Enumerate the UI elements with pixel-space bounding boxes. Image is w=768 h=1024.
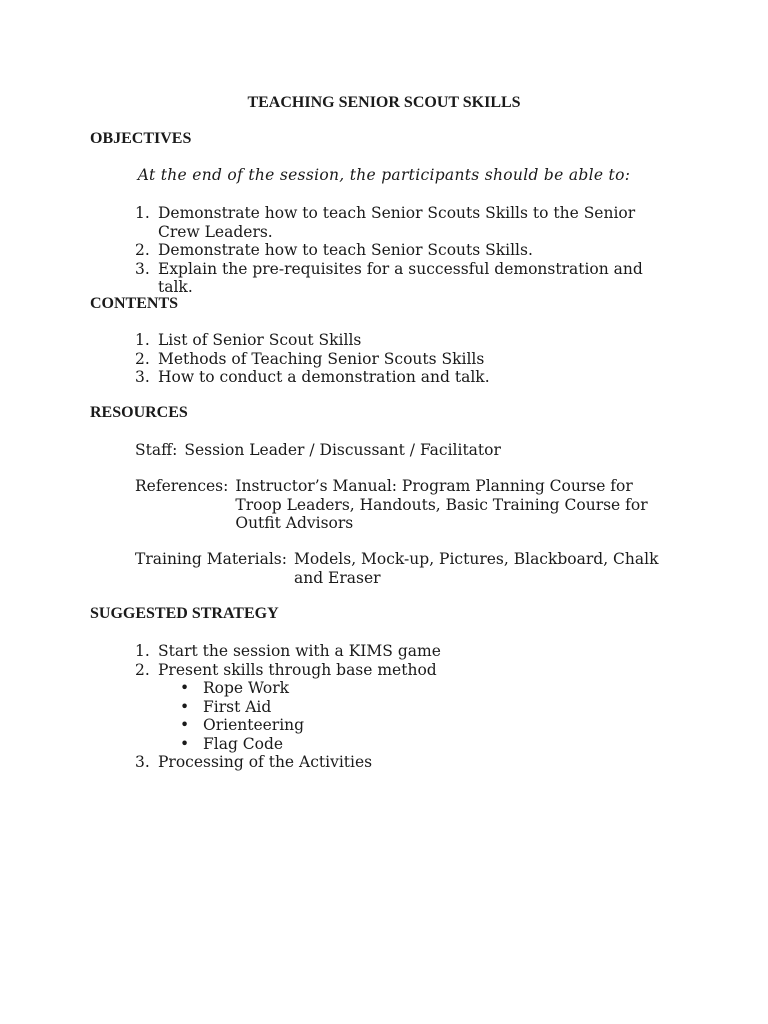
list-item — [135, 642, 675, 661]
list-number: 3. — [135, 259, 150, 278]
content-text: Methods of Teaching Senior Scouts Skills — [158, 349, 485, 368]
skills-bullet-list — [158, 679, 675, 753]
staff-label: Staff: — [135, 441, 178, 459]
materials-value: Models, Mock-up, Pictures, Blackboard, Chalk and Eraser — [293, 550, 659, 587]
list-item — [135, 204, 675, 241]
materials-label: Training Materials: — [135, 550, 287, 568]
strategy-text: Present skills through base method — [158, 660, 437, 679]
list-number: 2. — [135, 241, 150, 259]
list-item — [135, 661, 675, 754]
list-number: 2. — [135, 349, 150, 368]
bullet-item: • Flag Code — [180, 735, 675, 754]
objectives-list — [135, 204, 675, 297]
list-item — [135, 331, 675, 350]
references-value: Instructor’s Manual: Program Planning Course for Troop Leaders, Handouts, Basic Training Course for Outfit Advisors — [235, 477, 648, 532]
objectives-intro: At the end of the session, the participants should be able to: — [137, 166, 631, 184]
list-number: 1. — [135, 204, 150, 222]
strategy-list — [135, 642, 675, 772]
references-row — [135, 477, 665, 533]
content-text: How to conduct a demonstration and talk. — [158, 368, 490, 386]
materials-row — [135, 550, 670, 587]
staff-row — [135, 441, 675, 460]
bullet-item: • First Aid — [180, 698, 675, 717]
objective-text: Demonstrate how to teach Senior Scouts Skills to the Senior Crew Leaders. — [158, 204, 636, 241]
bullet-item: • Rope Work — [180, 679, 675, 698]
list-item — [135, 753, 675, 772]
objectives-heading: OBJECTIVES — [90, 130, 192, 147]
content-text: List of Senior Scout Skills — [158, 331, 362, 349]
staff-value: Session Leader / Discussant / Facilitator — [184, 441, 501, 459]
list-number: 1. — [135, 642, 150, 660]
objective-text: Demonstrate how to teach Senior Scouts Skills. — [158, 241, 533, 259]
list-number: 1. — [135, 331, 150, 349]
contents-heading: CONTENTS — [90, 295, 179, 312]
list-item — [135, 350, 675, 369]
contents-list — [135, 331, 675, 387]
strategy-heading: SUGGESTED STRATEGY — [90, 605, 279, 622]
strategy-text: Processing of the Activities — [158, 753, 373, 771]
list-item — [135, 368, 675, 387]
strategy-text: Start the session with a KIMS game — [158, 642, 441, 660]
list-item — [135, 241, 675, 260]
list-number: 2. — [135, 660, 150, 679]
objective-text: Explain the pre-requisites for a successful demonstration and talk. — [158, 259, 643, 296]
list-number: 3. — [135, 753, 150, 771]
resources-heading: RESOURCES — [90, 404, 188, 421]
list-item — [135, 260, 675, 297]
document-title: TEACHING SENIOR SCOUT SKILLS — [247, 94, 521, 111]
list-number: 3. — [135, 368, 150, 386]
references-label: References: — [135, 477, 229, 495]
bullet-item: • Orienteering — [180, 716, 675, 735]
